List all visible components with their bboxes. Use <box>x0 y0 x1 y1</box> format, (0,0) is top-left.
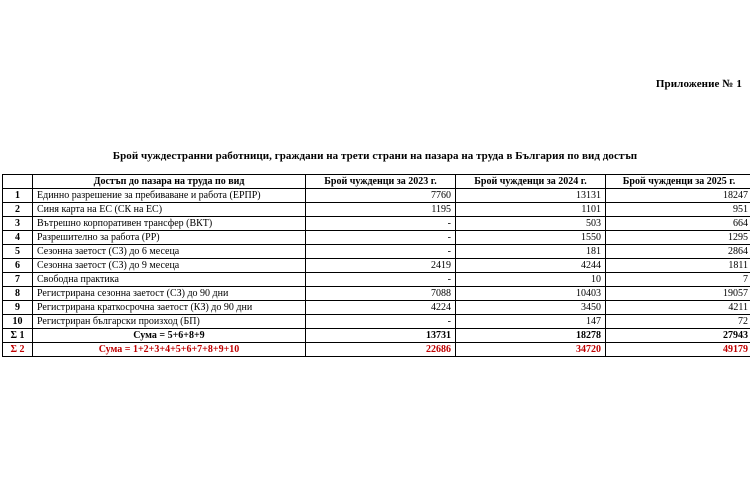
row-description: Сезонна заетост (СЗ) до 9 месеца <box>33 259 306 273</box>
row-index: 4 <box>3 231 33 245</box>
row-value-2025: 19057 <box>606 287 750 301</box>
row-description: Разрешително за работа (РР) <box>33 231 306 245</box>
table-row <box>3 315 750 329</box>
foreign-workers-table <box>2 174 750 357</box>
row-value-2024: 181 <box>456 245 606 259</box>
row-value-2025: 18247 <box>606 189 750 203</box>
row-value-2025: 664 <box>606 217 750 231</box>
summary-index: Σ 2 <box>3 343 33 357</box>
table-summary-row <box>3 343 750 357</box>
summary-value-2023: 22686 <box>306 343 456 357</box>
table-row <box>3 301 750 315</box>
row-value-2025: 951 <box>606 203 750 217</box>
column-header-2023: Брой чужденци за 2023 г. <box>306 175 456 189</box>
row-index: 7 <box>3 273 33 287</box>
row-value-2025: 1295 <box>606 231 750 245</box>
column-header-2024: Брой чужденци за 2024 г. <box>456 175 606 189</box>
row-value-2023: 4224 <box>306 301 456 315</box>
table-row <box>3 259 750 273</box>
row-index: 3 <box>3 217 33 231</box>
row-description: Регистрирана краткосрочна заетост (КЗ) до 90 дни <box>33 301 306 315</box>
row-value-2025: 2864 <box>606 245 750 259</box>
row-description: Регистриран български произход (БП) <box>33 315 306 329</box>
page-title: Брой чуждестранни работници, граждани на трети страни на пазара на труда в България по вид достъп <box>112 150 638 162</box>
column-header-index <box>3 175 33 189</box>
summary-value-2023: 13731 <box>306 329 456 343</box>
row-value-2023: - <box>306 245 456 259</box>
summary-value-2024: 34720 <box>456 343 606 357</box>
column-header-2025: Брой чужденци за 2025 г. <box>606 175 750 189</box>
summary-value-2025: 27943 <box>606 329 750 343</box>
appendix-label: Приложение № 1 <box>655 78 742 90</box>
row-value-2025: 72 <box>606 315 750 329</box>
row-value-2024: 1550 <box>456 231 606 245</box>
row-value-2023: - <box>306 315 456 329</box>
row-index: 6 <box>3 259 33 273</box>
row-description: Синя карта на ЕС (СК на ЕС) <box>33 203 306 217</box>
summary-index: Σ 1 <box>3 329 33 343</box>
foreign-workers-table-container <box>2 174 750 357</box>
table-row <box>3 287 750 301</box>
summary-value-2024: 18278 <box>456 329 606 343</box>
table-header-row <box>3 175 750 189</box>
row-value-2023: - <box>306 231 456 245</box>
row-index: 2 <box>3 203 33 217</box>
row-description: Вътрешно корпоративен трансфер (ВКТ) <box>33 217 306 231</box>
table-summary-row <box>3 329 750 343</box>
row-value-2023: - <box>306 217 456 231</box>
table-row <box>3 217 750 231</box>
table-row <box>3 245 750 259</box>
row-description: Свободна практика <box>33 273 306 287</box>
row-value-2024: 147 <box>456 315 606 329</box>
row-value-2023: - <box>306 273 456 287</box>
summary-description: Сума = 1+2+3+4+5+6+7+8+9+10 <box>33 343 306 357</box>
row-description: Единно разрешение за пребиваване и работа (ЕРПР) <box>33 189 306 203</box>
row-value-2024: 13131 <box>456 189 606 203</box>
row-index: 1 <box>3 189 33 203</box>
table-header <box>3 175 750 189</box>
row-index: 8 <box>3 287 33 301</box>
row-value-2025: 1811 <box>606 259 750 273</box>
row-value-2025: 4211 <box>606 301 750 315</box>
table-row <box>3 203 750 217</box>
row-description: Сезонна заетост (СЗ) до 6 месеца <box>33 245 306 259</box>
row-value-2024: 3450 <box>456 301 606 315</box>
row-value-2023: 1195 <box>306 203 456 217</box>
column-header-description: Достъп до пазара на труда по вид <box>33 175 306 189</box>
row-value-2023: 7760 <box>306 189 456 203</box>
row-description: Регистрирана сезонна заетост (СЗ) до 90 дни <box>33 287 306 301</box>
row-index: 5 <box>3 245 33 259</box>
row-value-2024: 10403 <box>456 287 606 301</box>
row-value-2025: 7 <box>606 273 750 287</box>
row-value-2024: 4244 <box>456 259 606 273</box>
table-body <box>3 189 750 357</box>
row-value-2024: 10 <box>456 273 606 287</box>
summary-value-2025: 49179 <box>606 343 750 357</box>
table-row <box>3 273 750 287</box>
table-row <box>3 231 750 245</box>
row-value-2023: 2419 <box>306 259 456 273</box>
row-value-2023: 7088 <box>306 287 456 301</box>
table-row <box>3 189 750 203</box>
row-index: 9 <box>3 301 33 315</box>
row-value-2024: 1101 <box>456 203 606 217</box>
summary-description: Сума = 5+6+8+9 <box>33 329 306 343</box>
row-index: 10 <box>3 315 33 329</box>
row-value-2024: 503 <box>456 217 606 231</box>
